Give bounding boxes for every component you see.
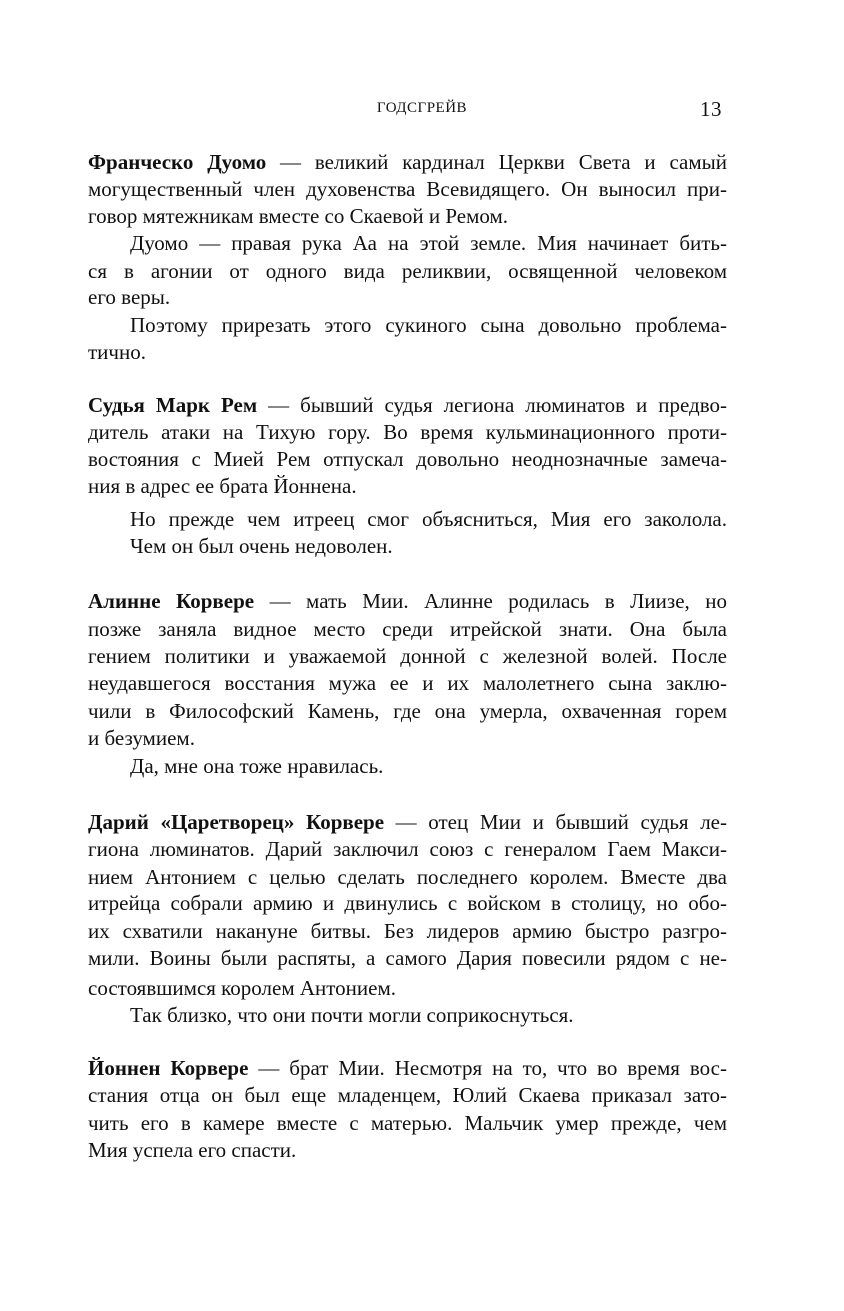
line-text: — великий кардинал Церкви Света и самый — [266, 150, 727, 174]
entry-name: Дарий «Царетворец» Корвере — [88, 810, 385, 834]
line-text: нием Антонием с целью сделать последнего королем. Вместе два — [88, 865, 727, 889]
line-text: Мия успела его спасти. — [88, 1138, 297, 1162]
line-text: востояния с Мией Рем отпускал довольно неоднозначные замеча- — [88, 447, 727, 471]
line-text: позже заняла видное место среди итрейской знати. Она была — [88, 617, 727, 641]
line-text: Но прежде чем итреец смог объясниться, Мия его заколола. — [130, 507, 727, 531]
line-text: мили. Воины были распяты, а самого Дария повесили рядом с не- — [88, 946, 727, 970]
text-line — [88, 918, 727, 944]
entry-name: Судья Марк Рем — [88, 393, 258, 417]
text-line — [88, 1137, 727, 1163]
running-title: ГОДСГРЕЙВ — [376, 100, 468, 116]
line-text: гением политики и уважаемой донной с железной волей. После — [88, 644, 727, 668]
line-text: могущественный член духовенства Всевидящего. Он выносил при- — [88, 177, 727, 201]
text-line — [88, 533, 727, 559]
line-text: чили в Философский Камень, где она умерла, охваченная горем — [88, 699, 727, 723]
text-line — [88, 1110, 727, 1136]
line-text: дитель атаки на Тихую гору. Во время кульминационного проти- — [88, 420, 727, 444]
text-line — [88, 588, 727, 614]
line-text: Поэтому прирезать этого сукиного сына довольно проблема- — [130, 313, 727, 337]
text-line — [88, 1082, 727, 1108]
line-text: Дуомо — правая рука Аа на этой земле. Мия начинает бить- — [130, 231, 727, 255]
text-line — [88, 864, 727, 890]
text-line — [88, 506, 727, 532]
line-text: — бывший судья легиона люминатов и предво- — [257, 393, 728, 417]
text-line — [88, 890, 727, 916]
line-text: — мать Мии. Алинне родилась в Лиизе, но — [254, 589, 727, 613]
line-text: их схватили накануне битвы. Без лидеров армию быстро разгро- — [88, 919, 727, 943]
line-text: — брат Мии. Несмотря на то, что во время вос- — [248, 1056, 727, 1080]
text-line — [88, 643, 727, 669]
text-line — [88, 446, 727, 472]
text-line — [88, 1055, 727, 1081]
text-line — [88, 725, 727, 751]
line-text: стания отца он был еще младенцем, Юлий Скаева приказал зато- — [88, 1083, 727, 1107]
entry-name: Алинне Корвере — [88, 589, 255, 613]
text-line — [88, 698, 727, 724]
text-line — [88, 312, 727, 338]
text-line — [88, 176, 727, 202]
line-text: его веры. — [88, 285, 171, 309]
text-line — [88, 392, 727, 418]
line-text: гиона люминатов. Дарий заключил союз с генералом Гаем Макси- — [88, 837, 727, 861]
entry-name: Франческо Дуомо — [88, 150, 267, 174]
line-text: ния в адрес ее брата Йоннена. — [88, 474, 357, 498]
text-line — [88, 809, 727, 835]
line-text: говор мятежникам вместе со Скаевой и Ремом. — [88, 204, 509, 228]
line-text: неудавшегося восстания мужа ее и их малолетнего сына заклю- — [88, 671, 727, 695]
text-line — [88, 149, 727, 175]
line-text: ся в агонии от одного вида реликвии, освященной человеком — [88, 259, 727, 283]
line-text: — отец Мии и бывший судья ле- — [384, 810, 727, 834]
text-line — [88, 945, 727, 971]
text-line — [88, 284, 727, 310]
text-line — [88, 836, 727, 862]
line-text: и безумием. — [88, 726, 195, 750]
text-line — [88, 1002, 727, 1028]
text-line — [88, 339, 727, 365]
line-text: итрейца собрали армию и двинулись с войском в столицу, но обо- — [88, 891, 727, 915]
text-line — [88, 753, 727, 779]
text-line — [88, 230, 727, 256]
line-text: Да, мне она тоже нравилась. — [130, 754, 384, 778]
text-line — [88, 670, 727, 696]
line-text: чить его в камере вместе с матерью. Мальчик умер прежде, чем — [88, 1111, 727, 1135]
text-line — [88, 203, 727, 229]
text-line — [88, 975, 727, 1001]
entry-name: Йоннен Корвере — [88, 1056, 249, 1080]
line-text: Так близко, что они почти могли соприкоснуться. — [130, 1003, 574, 1027]
page-number: 13 — [700, 97, 722, 121]
text-line — [88, 473, 727, 499]
line-text: Чем он был очень недоволен. — [130, 534, 393, 558]
text-line — [88, 258, 727, 284]
text-line — [88, 419, 727, 445]
text-line — [88, 616, 727, 642]
line-text: состоявшимся королем Антонием. — [88, 976, 397, 1000]
line-text: тично. — [88, 340, 146, 364]
